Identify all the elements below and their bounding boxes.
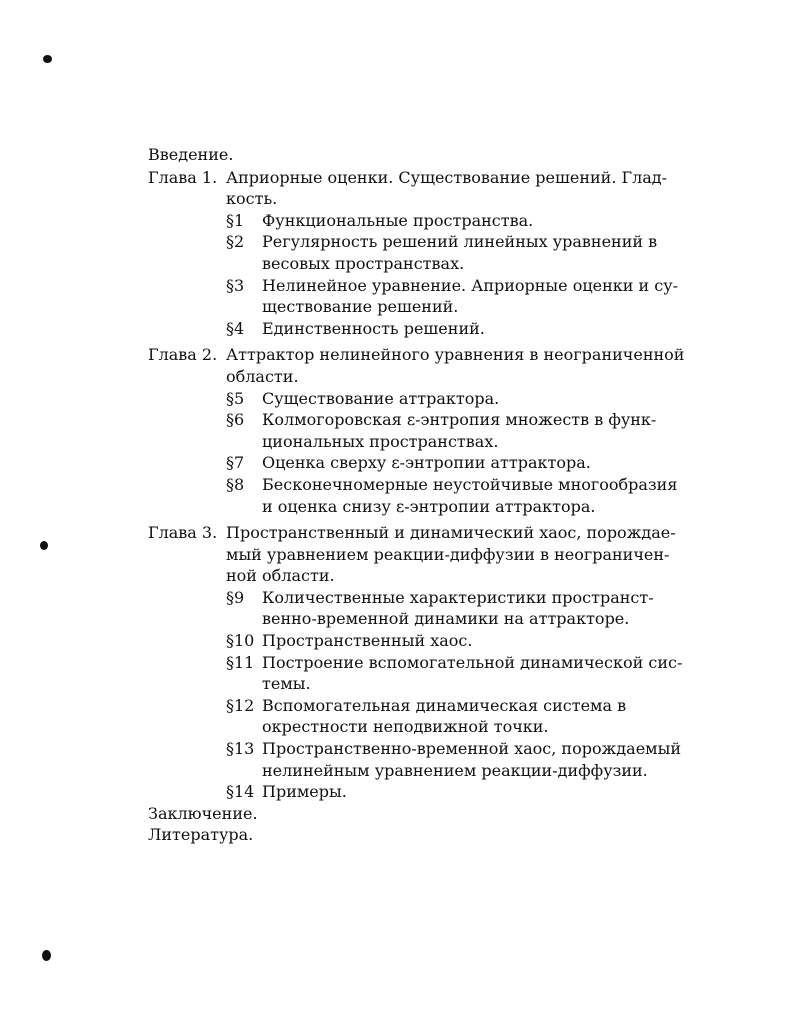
section-title-line: циональных пространствах. <box>262 431 499 451</box>
section-title <box>262 231 660 274</box>
section-number: §9 <box>226 587 245 607</box>
section-number: §13 <box>226 739 255 759</box>
chapter-title-line: Аттрактор нелинейного уравнения в неограниченной <box>226 345 685 365</box>
section-title <box>262 318 660 340</box>
section-number: §10 <box>226 631 255 651</box>
section-title-line: Регулярность решений линейных уравнений в <box>262 232 658 252</box>
section-title-line: Примеры. <box>262 782 347 802</box>
section-title <box>262 630 660 652</box>
chapter-title <box>226 167 668 210</box>
scan-speck <box>43 55 52 63</box>
chapter-label: Глава 3. <box>148 523 218 543</box>
chapter-label: Глава 1. <box>148 167 218 187</box>
toc-section <box>226 409 660 452</box>
scan-speck <box>40 541 48 550</box>
toc-section <box>226 738 682 781</box>
section-title-line: Пространственно-временной хаос, порождаемый <box>262 739 682 759</box>
toc-references: Литература. <box>148 825 254 845</box>
toc-section <box>226 652 683 695</box>
section-title-line: весовых пространствах. <box>262 253 465 273</box>
section-title <box>262 781 660 803</box>
toc-section <box>226 474 678 517</box>
toc-section <box>226 781 660 803</box>
section-title-line: Существование аттрактора. <box>262 388 500 408</box>
section-title-line: и оценка снизу ε-энтропии аттрактора. <box>262 496 596 516</box>
section-title-line: ществование решений. <box>262 297 459 317</box>
section-title-line: Пространственный хаос. <box>262 631 473 651</box>
section-title-line: Функциональные пространства. <box>262 210 534 230</box>
toc-section <box>226 388 660 410</box>
chapter-1 <box>148 167 679 340</box>
section-title-line: окрестности неподвижной точки. <box>262 717 549 737</box>
toc-section <box>226 318 660 340</box>
section-title <box>262 474 678 517</box>
section-title <box>262 388 660 410</box>
section-title-line: Нелинейное уравнение. Априорные оценки и су- <box>262 275 679 295</box>
section-title-line: Построение вспомогательной динамической сис- <box>262 652 683 672</box>
section-title-line: темы. <box>262 674 311 694</box>
section-title <box>262 452 660 474</box>
chapter-title-line: ной области. <box>226 566 335 586</box>
section-title-line: венно-временной динамики на аттракторе. <box>262 609 630 629</box>
section-title <box>262 695 660 738</box>
section-title-line: Колмогоровская ε-энтропия множеств в функ- <box>262 410 657 430</box>
section-number: §14 <box>226 782 255 802</box>
toc-section <box>226 210 660 232</box>
chapter-title-line: мый уравнением реакции-диффузии в неограничен- <box>226 544 670 564</box>
section-title <box>262 652 683 695</box>
toc-section <box>226 695 660 738</box>
table-of-contents <box>148 144 685 846</box>
chapter-title <box>226 522 676 587</box>
chapter-title-line: кость. <box>226 189 278 209</box>
chapter-title <box>226 344 685 387</box>
section-number: §7 <box>226 453 245 473</box>
section-number: §6 <box>226 410 245 430</box>
toc-section <box>226 452 660 474</box>
section-title <box>262 409 660 452</box>
section-number: §8 <box>226 474 245 494</box>
section-title-line: Оценка сверху ε-энтропии аттрактора. <box>262 453 591 473</box>
section-number: §12 <box>226 695 255 715</box>
section-number: §11 <box>226 652 255 672</box>
scan-speck <box>42 950 51 961</box>
toc-section <box>226 231 660 274</box>
section-title <box>262 587 660 630</box>
section-title-line: Вспомогательная динамическая система в <box>262 695 627 715</box>
toc-intro: Введение. <box>148 145 234 164</box>
chapter-title-line: Априорные оценки. Существование решений. Глад- <box>226 167 668 187</box>
chapter-title-line: Пространственный и динамический хаос, порождае- <box>226 523 676 543</box>
chapter-title-line: области. <box>226 366 299 386</box>
section-title <box>262 275 679 318</box>
chapter-2 <box>148 344 685 517</box>
toc-section <box>226 275 679 318</box>
section-number: §3 <box>226 275 245 295</box>
section-title-line: Количественные характеристики пространст- <box>262 587 654 607</box>
section-number: §5 <box>226 388 245 408</box>
toc-section <box>226 587 660 630</box>
section-title <box>262 738 682 781</box>
chapter-label: Глава 2. <box>148 345 218 365</box>
section-title-line: Единственность решений. <box>262 318 485 338</box>
section-number: §1 <box>226 210 245 230</box>
toc-conclusion: Заключение. <box>148 803 258 823</box>
section-title <box>262 210 660 232</box>
toc-section <box>226 630 660 652</box>
section-number: §4 <box>226 318 245 338</box>
section-number: §2 <box>226 232 245 252</box>
chapter-3 <box>148 522 683 803</box>
section-title-line: Бесконечномерные неустойчивые многообразия <box>262 474 678 494</box>
section-title-line: нелинейным уравнением реакции-диффузии. <box>262 760 648 780</box>
